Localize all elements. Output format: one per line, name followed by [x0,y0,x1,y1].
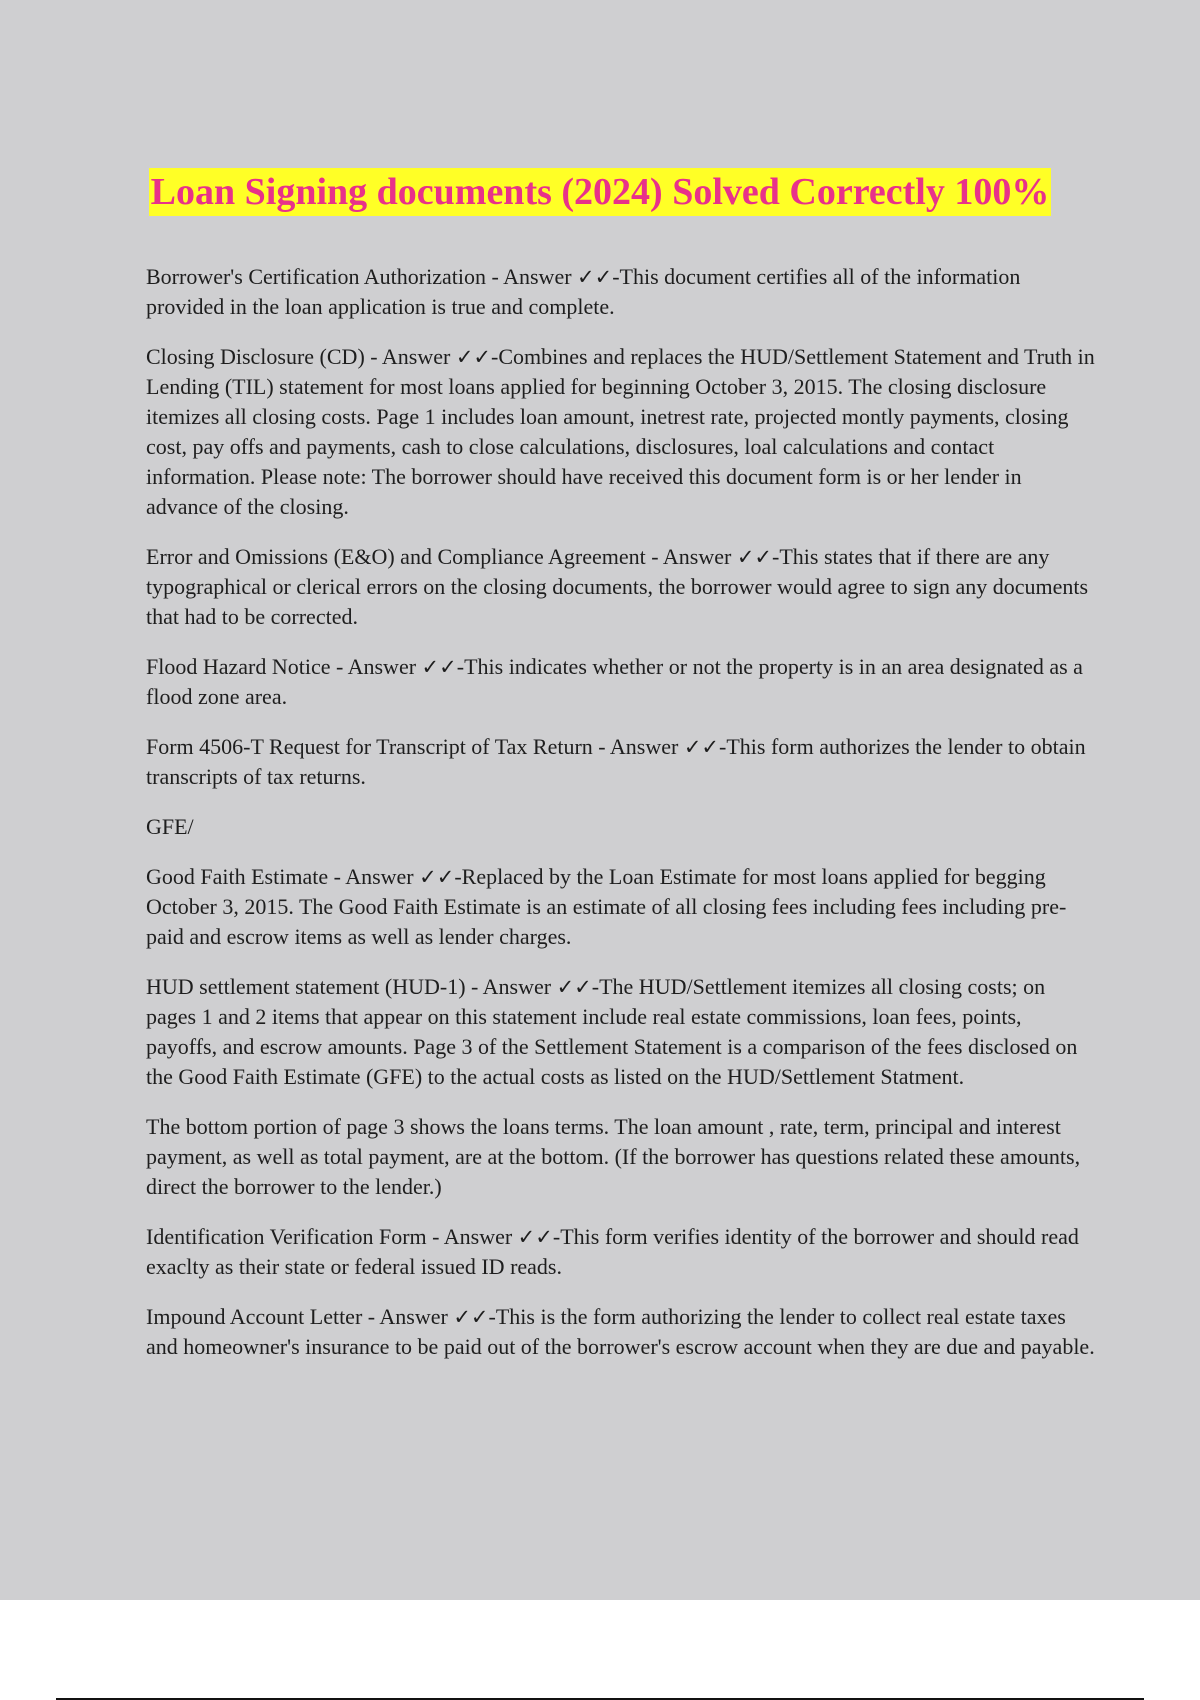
double-check-icon: ✓✓ [577,265,613,289]
double-check-icon: ✓✓ [419,865,455,889]
entry-identification-verification [146,1222,1096,1282]
entry-term: HUD settlement statement (HUD-1) - Answer [146,974,557,999]
document-body [146,262,1096,1382]
double-check-icon: ✓✓ [453,1305,489,1329]
entry-definition: -This is the form authorizing the lender to collect real estate taxes and homeowner's insurance to be paid out of the borrower's escrow account when they are due and payable. [146,1304,1095,1359]
entry-definition: -This indicates whether or not the property is in an area designated as a flood zone area. [146,654,1083,709]
gfe-line: GFE/ [146,814,194,839]
double-check-icon: ✓✓ [421,655,457,679]
entry-definition: -This states that if there are any typographical or clerical errors on the closing documents, the borrower would agree to sign any documents that had to be corrected. [146,544,1089,629]
double-check-icon: ✓✓ [556,975,592,999]
title-wrap [0,168,1200,216]
entry-term: Closing Disclosure (CD) - Answer [146,344,456,369]
hud-note: The bottom portion of page 3 shows the loans terms. The loan amount , rate, term, principal and interest payment, as well as total payment, are at the bottom. (If the borrower has questions related these amounts, direct the borrower to the lender.) [146,1114,1081,1199]
entry-definition: -Combines and replaces the HUD/Settlement Statement and Truth in Lending (TIL) statement for most loans applied for beginning October 3, 2015. The closing disclosure itemizes all closing costs. Page 1 includes loan amount, inetrest rate, projected montly payments, closing cost, pay offs and payments, cash to close calculations, disclosures, loal calculations and contact information. Please note: The borrower should have received this document form is or her lender in advance of the closing. [146,344,1095,519]
entry-borrowers-certification [146,262,1096,322]
entry-hud-settlement [146,972,1096,1092]
entry-form-4506t [146,732,1096,792]
double-check-icon: ✓✓ [736,545,773,569]
entry-term: Flood Hazard Notice - Answer [146,654,422,679]
entry-definition: -The HUD/Settlement itemizes all closing costs; on pages 1 and 2 items that appear on this statement include real estate commissions, loan fees, points, payoffs, and escrow amounts. Page 3 of the Settlement Statement is a comparison of the fees disclosed on the Good Faith Estimate (GFE) to the actual costs as listed on the HUD/Settlement Statment. [146,974,1078,1089]
entry-term: Impound Account Letter - Answer [146,1304,454,1329]
entry-definition: -This form verifies identity of the borrower and should read exaclty as their state or federal issued ID reads. [146,1224,1079,1279]
entry-definition: -This document certifies all of the information provided in the loan application is true and complete. [146,264,1021,319]
entry-closing-disclosure [146,342,1096,522]
entry-good-faith-estimate [146,862,1096,952]
entry-impound-account [146,1302,1096,1362]
entry-term: Borrower's Certification Authorization - Answer [146,264,578,289]
entry-error-omissions [146,542,1096,632]
entry-term: Error and Omissions (E&O) and Compliance Agreement - Answer [146,544,737,569]
entry-term: Good Faith Estimate - Answer [146,864,420,889]
double-check-icon: ✓✓ [455,345,492,369]
double-check-icon: ✓✓ [517,1225,553,1249]
document-title: Loan Signing documents (2024) Solved Correctly 100% [149,168,1052,216]
double-check-icon: ✓✓ [683,735,720,759]
entry-term: Form 4506-T Request for Transcript of Tax Return - Answer [146,734,684,759]
entry-definition: -This form authorizes the lender to obtain transcripts of tax returns. [146,734,1086,789]
entry-flood-hazard [146,652,1096,712]
entry-definition: -Replaced by the Loan Estimate for most loans applied for begging October 3, 2015. The Good Faith Estimate is an estimate of all closing fees including fees including pre-paid and escrow items as well as lender charges. [146,864,1067,949]
entry-term: Identification Verification Form - Answer [146,1224,518,1249]
